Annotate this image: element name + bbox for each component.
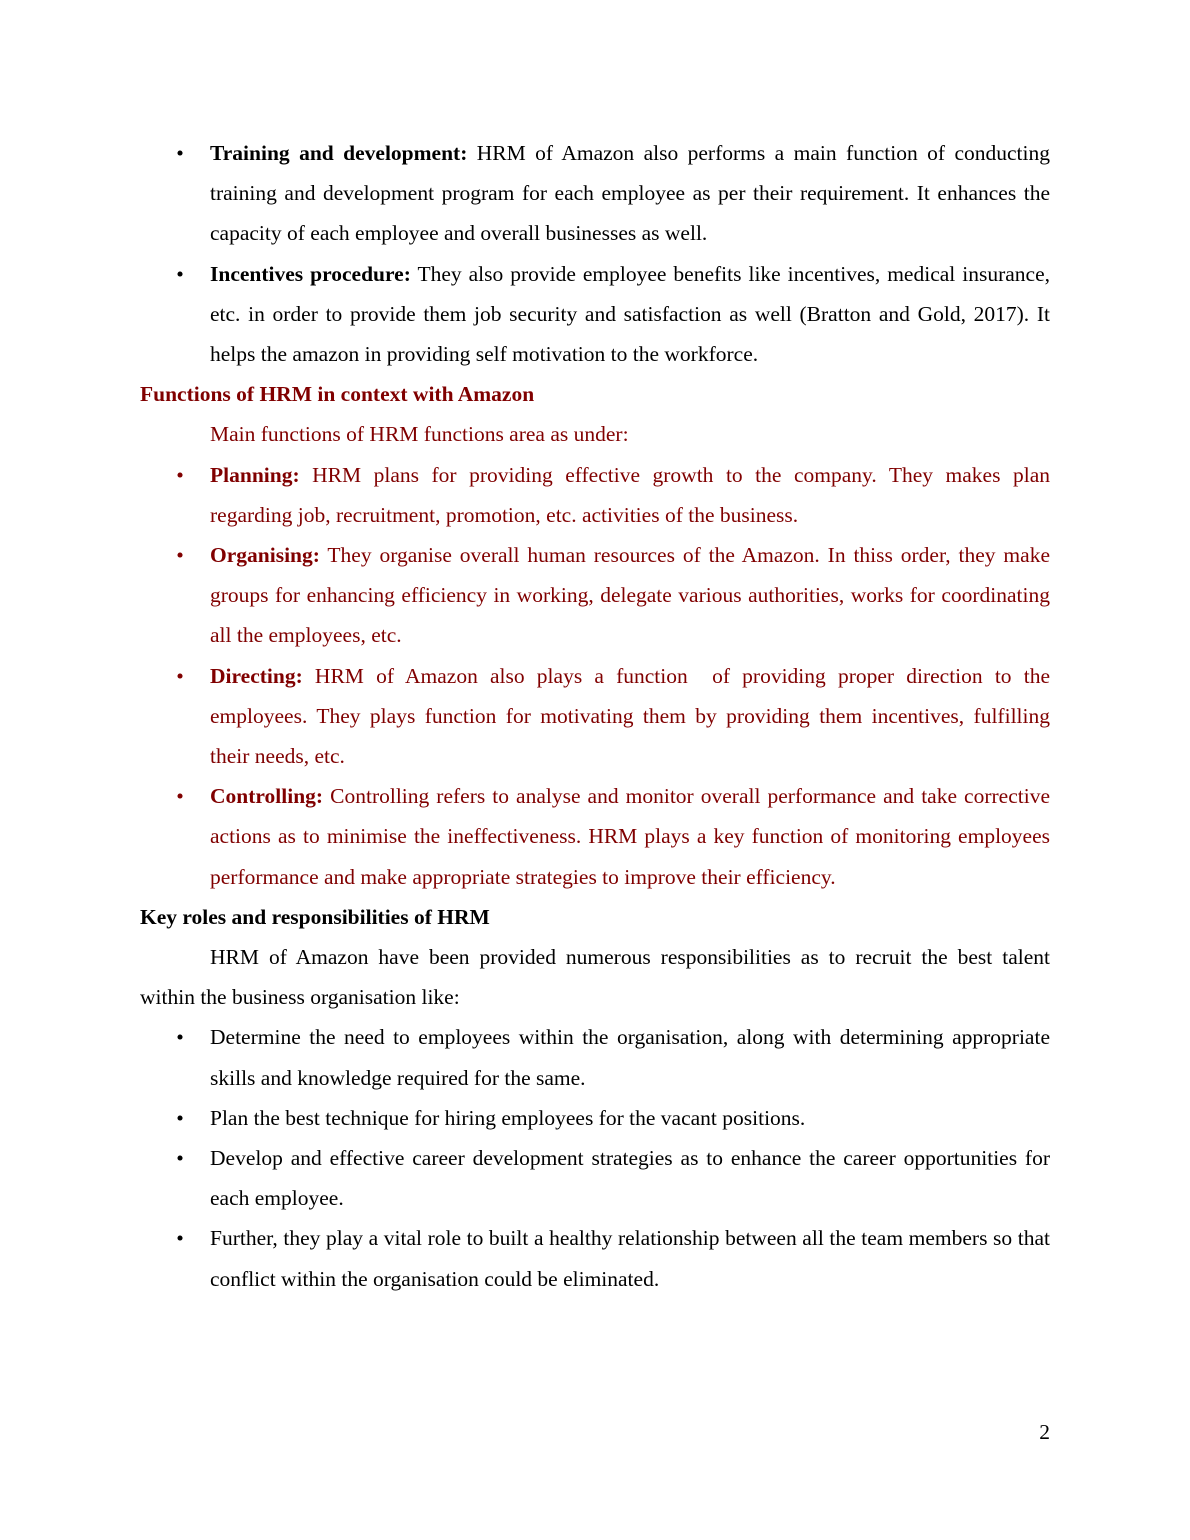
- bullet-text: HRM of Amazon also plays a function of providing proper direction to the employees. They plays function for motivating them by providing them incentives, fulfilling their needs, etc.: [210, 663, 1056, 769]
- bullet-icon: •: [176, 663, 184, 688]
- bullet-text: Plan the best technique for hiring employees for the vacant positions.: [210, 1105, 806, 1130]
- bullet-text: Develop and effective career development strategies as to enhance the career opportunities for each employee.: [210, 1146, 1050, 1211]
- bullet-text: They organise overall human resources of the Amazon. In thiss order, they make groups for enhancing efficiency in working, delegate various authorities, works for coordinating all the employees, etc.: [210, 543, 1050, 648]
- list-item: [140, 656, 1056, 777]
- bullet-title: Incentives procedure:: [210, 261, 411, 286]
- functions-heading: Functions of HRM in context with Amazon: [140, 382, 535, 407]
- list-item: [140, 1098, 1050, 1138]
- bullet-icon: •: [176, 1226, 184, 1251]
- bullet-icon: •: [176, 543, 184, 568]
- bullet-title: Organising:: [210, 543, 320, 568]
- list-item: [140, 776, 1050, 897]
- bullet-text: HRM of Amazon also performs a main function of conducting training and development program for each employee as per their requirement. It enhances the capacity of each employee and overall businesses as well.: [210, 141, 1050, 246]
- bullet-icon: •: [176, 784, 184, 809]
- roles-bullet-list: [140, 1017, 1050, 1298]
- bullet-icon: •: [176, 1105, 184, 1130]
- bullet-title: Controlling:: [210, 784, 324, 809]
- roles-heading: Key roles and responsibilities of HRM: [140, 904, 490, 929]
- bullet-icon: •: [176, 462, 184, 487]
- bullet-text: HRM plans for providing effective growth to the company. They makes plan regarding job, recruitment, promotion, etc. activities of the business.: [210, 462, 1050, 527]
- list-item: [140, 1017, 1050, 1097]
- functions-bullet-list: [140, 455, 1056, 897]
- document-page: [140, 133, 1056, 1299]
- bullet-title: Planning:: [210, 462, 300, 487]
- page-number: 2: [1039, 1420, 1050, 1444]
- bullet-text: Controlling refers to analyse and monitor overall performance and take corrective actions as to minimise the ineffectiveness. HRM plays a key function of monitoring employees performance and make appropriate strategies to improve their efficiency.: [210, 784, 1050, 889]
- list-item: [140, 455, 1050, 535]
- bullet-icon: •: [176, 141, 184, 165]
- list-item: [140, 1138, 1050, 1218]
- list-item: [140, 254, 1050, 375]
- top-bullet-list: [140, 133, 1050, 374]
- list-item: [140, 535, 1050, 656]
- functions-intro: Main functions of HRM functions area as under:: [210, 422, 629, 447]
- bullet-text: Determine the need to employees within the organisation, along with determining appropriate skills and knowledge required for the same.: [210, 1025, 1050, 1090]
- bullet-text: Further, they play a vital role to built a healthy relationship between all the team members so that conflict within the organisation could be eliminated.: [210, 1226, 1050, 1291]
- bullet-title: Training and development:: [210, 141, 468, 165]
- list-item: [140, 1218, 1050, 1298]
- bullet-icon: •: [176, 1146, 184, 1171]
- bullet-icon: •: [176, 261, 184, 286]
- list-item: [140, 133, 1050, 254]
- bullet-title: Directing:: [210, 663, 303, 688]
- roles-intro: HRM of Amazon have been provided numerous responsibilities as to recruit the best talent within the business organisation like:: [140, 945, 1050, 1010]
- bullet-text: They also provide employee benefits like incentives, medical insurance, etc. in order to provide them job security and satisfaction as well (Bratton and Gold, 2017). It helps the amazon in providing self motivation to the workforce.: [210, 261, 1050, 367]
- bullet-icon: •: [176, 1025, 184, 1050]
